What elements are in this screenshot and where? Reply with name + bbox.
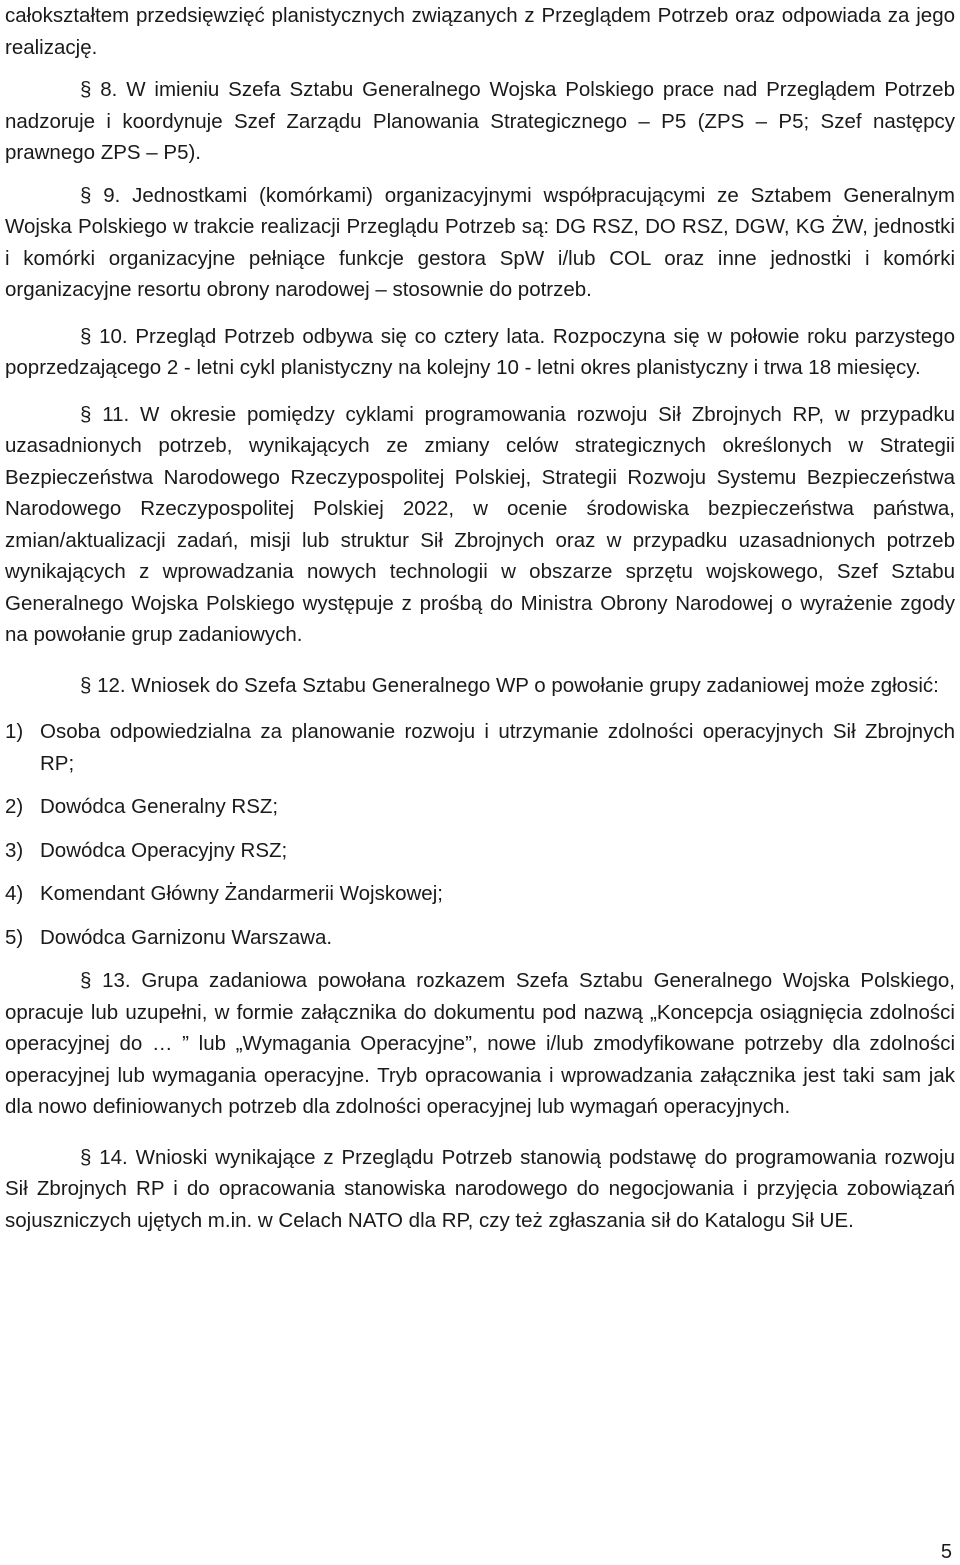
paragraph-10: § 10. Przegląd Potrzeb odbywa się co cztery lata. Rozpoczyna się w połowie roku parzystego poprzedzającego 2 - letni cykl planistyczny na kolejny 10 - letni okres planistyczny i trwa 18 miesięcy. — [5, 324, 955, 379]
list-item-text: Komendant Główny Żandarmerii Wojskowej; — [40, 882, 443, 905]
paragraph-9: § 9. Jednostkami (komórkami) organizacyjnymi współpracującymi ze Sztabem Generalnym Wojska Polskiego w trakcie realizacji Przeglądu Potrzeb są: DG RSZ, DO RSZ, DGW, KG ŻW, jednostki i komórki organizacyjne pełniące funkcje gestora SpW i/lub COL oraz inne jednostki i komórki organizacyjne resortu obrony narodowej – stosownie do potrzeb. — [5, 183, 955, 301]
paragraph-8: § 8. W imieniu Szefa Sztabu Generalnego Wojska Polskiego prace nad Przeglądem Potrzeb nadzoruje i koordynuje Szef Zarządu Planowania Strategicznego – P5 (ZPS – P5; Szef następcy prawnego ZPS – P5). — [5, 78, 955, 164]
list-item-number: 4) — [5, 882, 24, 905]
list-item-text: Dowódca Operacyjny RSZ; — [40, 838, 288, 862]
paragraph-13: § 13. Grupa zadaniowa powołana rozkazem Szefa Sztabu Generalnego Wojska Polskiego, opracuje lub uzupełni, w formie załącznika do dokumentu pod nazwą „Koncepcja osiągnięcia zdolności operacyjnej do … ” lub „Wymagania Operacyjne”, nowe i/lub zmodyfikowane potrzeby dla zdolności operacyjnej lub wymagania operacyjne. Tryb opracowania i wprowadzania załącznika jest taki sam jak dla nowo definiowanych potrzeb dla zdolności operacyjnej lub wymagań operacyjnych. — [5, 969, 955, 1118]
page-number: 5 — [940, 1541, 952, 1563]
list-item-number: 3) — [5, 838, 24, 862]
list-item — [5, 878, 955, 910]
list-item-number: 1) — [5, 720, 24, 743]
paragraph-11: § 11. W okresie pomiędzy cyklami programowania rozwoju Sił Zbrojnych RP, w przypadku uzasadnionych potrzeb, wynikających ze zmiany celów strategicznych określonych w Strategii Bezpieczeństwa Narodowego Rzeczypospolitej Polskiej, Strategii Rozwoju Systemu Bezpieczeństwa Narodowego Rzeczypospolitej Polskiej 2022, w ocenie środowiska bezpieczeństwa państwa, zmian/aktualizacji zadań, misji lub struktur Sił Zbrojnych oraz w przypadku uzasadnionych potrzeb wynikających z wprowadzania nowych technologii w obszarze sprzętu wojskowego, Szef Sztabu Generalnego Wojska Polskiego występuje z prośbą do Ministra Obrony Narodowej o wyrażenie zgody na powołanie grup zadaniowych. — [5, 402, 955, 646]
list-item-number: 2) — [5, 795, 24, 818]
paragraph-14: § 14. Wnioski wynikające z Przeglądu Potrzeb stanowią podstawę do programowania rozwoju Sił Zbrojnych RP i do opracowania stanowiska narodowego do negocjowania i przyjęcia zobowiązań sojuszniczych ujętych m.in. w Celach NATO dla RP, czy też zgłaszania sił do Katalogu Sił UE. — [5, 1145, 955, 1232]
paragraph-12: § 12. Wniosek do Szefa Sztabu Generalnego WP o powołanie grupy zadaniowej może zgłosić: — [80, 673, 939, 697]
list-item-text: Osoba odpowiedzialna za planowanie rozwoju i utrzymanie zdolności operacyjnych Sił Zbrojnych RP; — [40, 720, 955, 775]
paragraph-7-tail: całokształtem przedsięwzięć planistycznych związanych z Przeglądem Potrzeb oraz odpowiada za jego realizację. — [5, 4, 955, 59]
list-item — [5, 716, 955, 779]
list-item — [5, 791, 955, 823]
list-item — [5, 922, 955, 954]
list-item — [5, 835, 955, 867]
requester-list — [5, 716, 955, 953]
list-item-text: Dowódca Garnizonu Warszawa. — [40, 925, 333, 949]
list-item-text: Dowódca Generalny RSZ; — [40, 795, 279, 818]
document-page — [5, 0, 955, 1236]
list-item-number: 5) — [5, 925, 24, 949]
